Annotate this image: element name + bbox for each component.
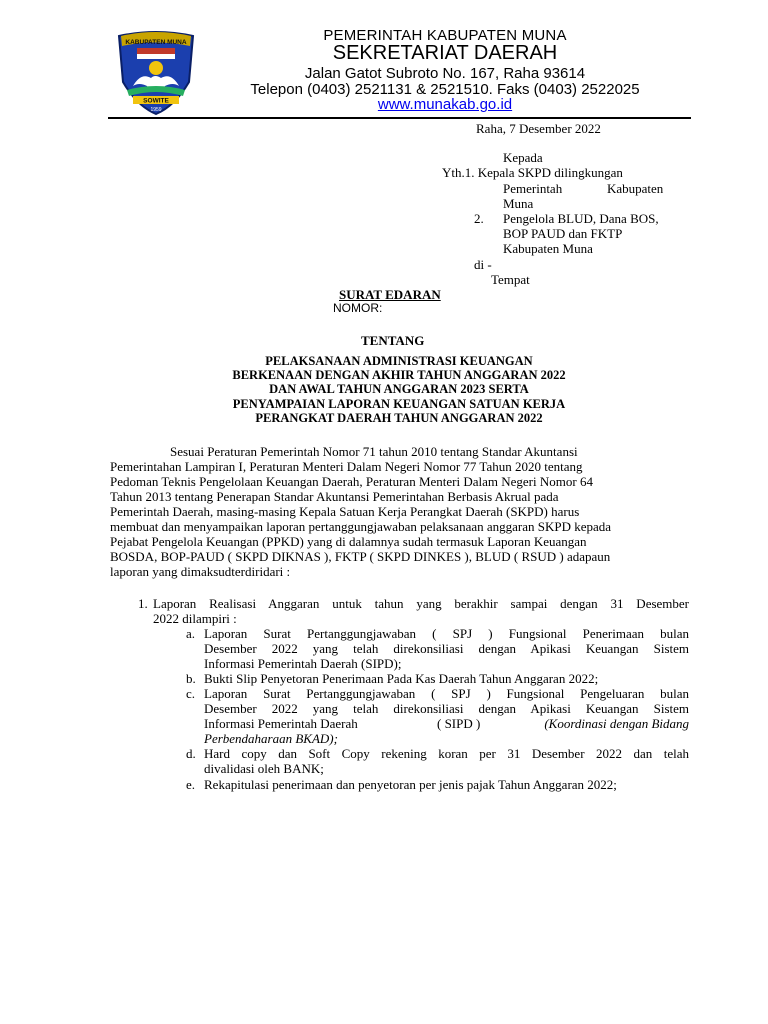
recipient-line-3: Muna: [503, 196, 534, 211]
sub-letter-d: d.: [186, 746, 196, 761]
sub-item-line: Rekapitulasi penerimaan dan penyetoran per jenis pajak Tahun Anggaran 2022;: [204, 777, 617, 792]
subject-line: PERANGKAT DAERAH TAHUN ANGGARAN 2022: [255, 410, 543, 425]
recipient-line-6: Kabupaten Muna: [503, 241, 593, 256]
letter-title: SURAT EDARAN: [339, 287, 441, 302]
sub-item-line: Hard copy dan Soft Copy rekening koran per 31 Desember 2022 dan telah: [204, 746, 689, 761]
letterhead-address: Jalan Gatot Subroto No. 167, Raha 93614: [304, 65, 586, 82]
sub-item-line: [204, 716, 689, 731]
letter-number: NOMOR:: [333, 301, 383, 315]
body-line: Pejabat Pengelola Keuangan (PPKD) yang di dalamnya sudah termasuk Laporan Keuangan: [110, 534, 587, 549]
recipient-line-1: Yth.1. Kepala SKPD dilingkungan: [442, 165, 623, 180]
sub-letter-c: c.: [186, 686, 196, 701]
sub-letter-a: a.: [186, 626, 196, 641]
letterhead-divider: [108, 117, 691, 119]
subject-block: [200, 354, 598, 425]
sub-item-line: Desember 2022 yang telah direkonsiliasi dengan Apikasi Keuangan Sistem: [204, 701, 689, 716]
sub-item-line: Informasi Pemerintah Daerah (SIPD);: [204, 656, 402, 671]
recipient-kepada: Kepada: [503, 150, 543, 165]
body-line: BOSDA, BOP-PAUD ( SKPD DIKNAS ), FKTP ( SKPD DINKES ), BLUD ( RSUD ) adapaun: [110, 549, 611, 564]
subject-line: PENYAMPAIAN LAPORAN KEUANGAN SATUAN KERJA: [232, 396, 566, 411]
body-line: Pedoman Teknis Pengelolaan Keuangan Daerah, Peraturan Menteri Dalam Negeri Nomor 64: [110, 474, 593, 489]
recipient-di: di -: [474, 257, 492, 272]
letter-date: Raha, 7 Desember 2022: [476, 121, 601, 136]
recipient-line-4: Pengelola BLUD, Dana BOS,: [503, 211, 659, 226]
sub-letter-b: b.: [186, 671, 196, 686]
sub-item-e: [204, 777, 689, 792]
sub-item-note: (Koordinasi dengan Bidang: [544, 716, 689, 731]
sub-item-d: [204, 746, 689, 776]
body-paragraph: [110, 444, 690, 579]
sub-item-line: Laporan Surat Pertanggungjawaban ( SPJ ) Fungsional Pengeluaran bulan: [204, 686, 689, 701]
sub-item-line: divalidasi oleh BANK;: [204, 761, 324, 776]
sub-item-line: Desember 2022 yang telah direkonsiliasi dengan Apikasi Keuangan Sistem: [204, 641, 689, 656]
list-item-1-line: Laporan Realisasi Anggaran untuk tahun yang berakhir sampai dengan 31 Desember: [153, 596, 689, 611]
regency-logo: [115, 30, 197, 118]
body-line: Pemerintah Daerah, masing-masing Kepala Satuan Kerja Perangkat Daerah (SKPD) harus: [110, 504, 580, 519]
sub-item-note: Perbendaharaan BKAD);: [204, 731, 338, 746]
body-line: membuat dan menyampaikan laporan pertanggungjawaban pelaksanaan anggaran SKPD kepada: [110, 519, 612, 534]
website-link[interactable]: www.munakab.go.id: [377, 96, 513, 113]
letterhead-phone: Telepon (0403) 2521131 & 2521510. Faks (0403) 2522025: [250, 81, 640, 98]
sub-item-c: [204, 686, 689, 746]
sub-item-line: Laporan Surat Pertanggungjawaban ( SPJ ) Fungsional Penerimaan bulan: [204, 626, 689, 641]
list-number-1: 1.: [138, 596, 148, 611]
body-line: Pemerintahan Lampiran I, Peraturan Menteri Dalam Negeri Nomor 77 Tahun 2020 tentang: [110, 459, 583, 474]
sub-item-b: [204, 671, 689, 686]
subject-line: BERKENAAN DENGAN AKHIR TAHUN ANGGARAN 2022: [232, 368, 566, 383]
recipient-tempat: Tempat: [491, 272, 530, 287]
sub-item-text: Informasi Pemerintah Daerah: [204, 716, 358, 731]
sub-item-text: ( SIPD ): [437, 716, 481, 731]
recipient-line-2a: Pemerintah: [503, 181, 563, 196]
tentang-heading: TENTANG: [361, 333, 425, 348]
svg-text:KABUPATEN MUNA: KABUPATEN MUNA: [125, 39, 187, 46]
sub-item-line: Bukti Slip Penyetoran Penerimaan Pada Kas Daerah Tahun Anggaran 2022;: [204, 671, 599, 686]
sub-letter-e: e.: [186, 777, 196, 792]
body-line: Tahun 2013 tentang Penerapan Standar Akuntansi Pemerintahan Berbasis Akrual pada: [110, 489, 559, 504]
svg-text:SOWITE: SOWITE: [143, 97, 169, 105]
letterhead-website-row: [200, 96, 690, 113]
list-item-1-line: 2022 dilampiri :: [153, 611, 237, 626]
recipient-line-5: BOP PAUD dan FKTP: [503, 226, 623, 241]
sub-item-a: [204, 626, 689, 671]
recipient-line-2b: Kabupaten: [607, 181, 664, 196]
recipient-number-2: 2.: [474, 211, 484, 226]
body-line: laporan yang dimaksudterdiridari :: [110, 564, 291, 579]
letterhead-office: SEKRETARIAT DAERAH: [332, 42, 558, 64]
svg-text:1959: 1959: [150, 107, 162, 113]
body-line: Sesuai Peraturan Pemerintah Nomor 71 tahun 2010 tentang Standar Akuntansi: [170, 444, 578, 459]
letterhead-government: PEMERINTAH KABUPATEN MUNA: [323, 27, 567, 44]
list-item-1: [153, 596, 689, 626]
subject-line: PELAKSANAAN ADMINISTRASI KEUANGAN: [265, 354, 533, 368]
subject-line: DAN AWAL TAHUN ANGGARAN 2023 SERTA: [269, 382, 529, 397]
